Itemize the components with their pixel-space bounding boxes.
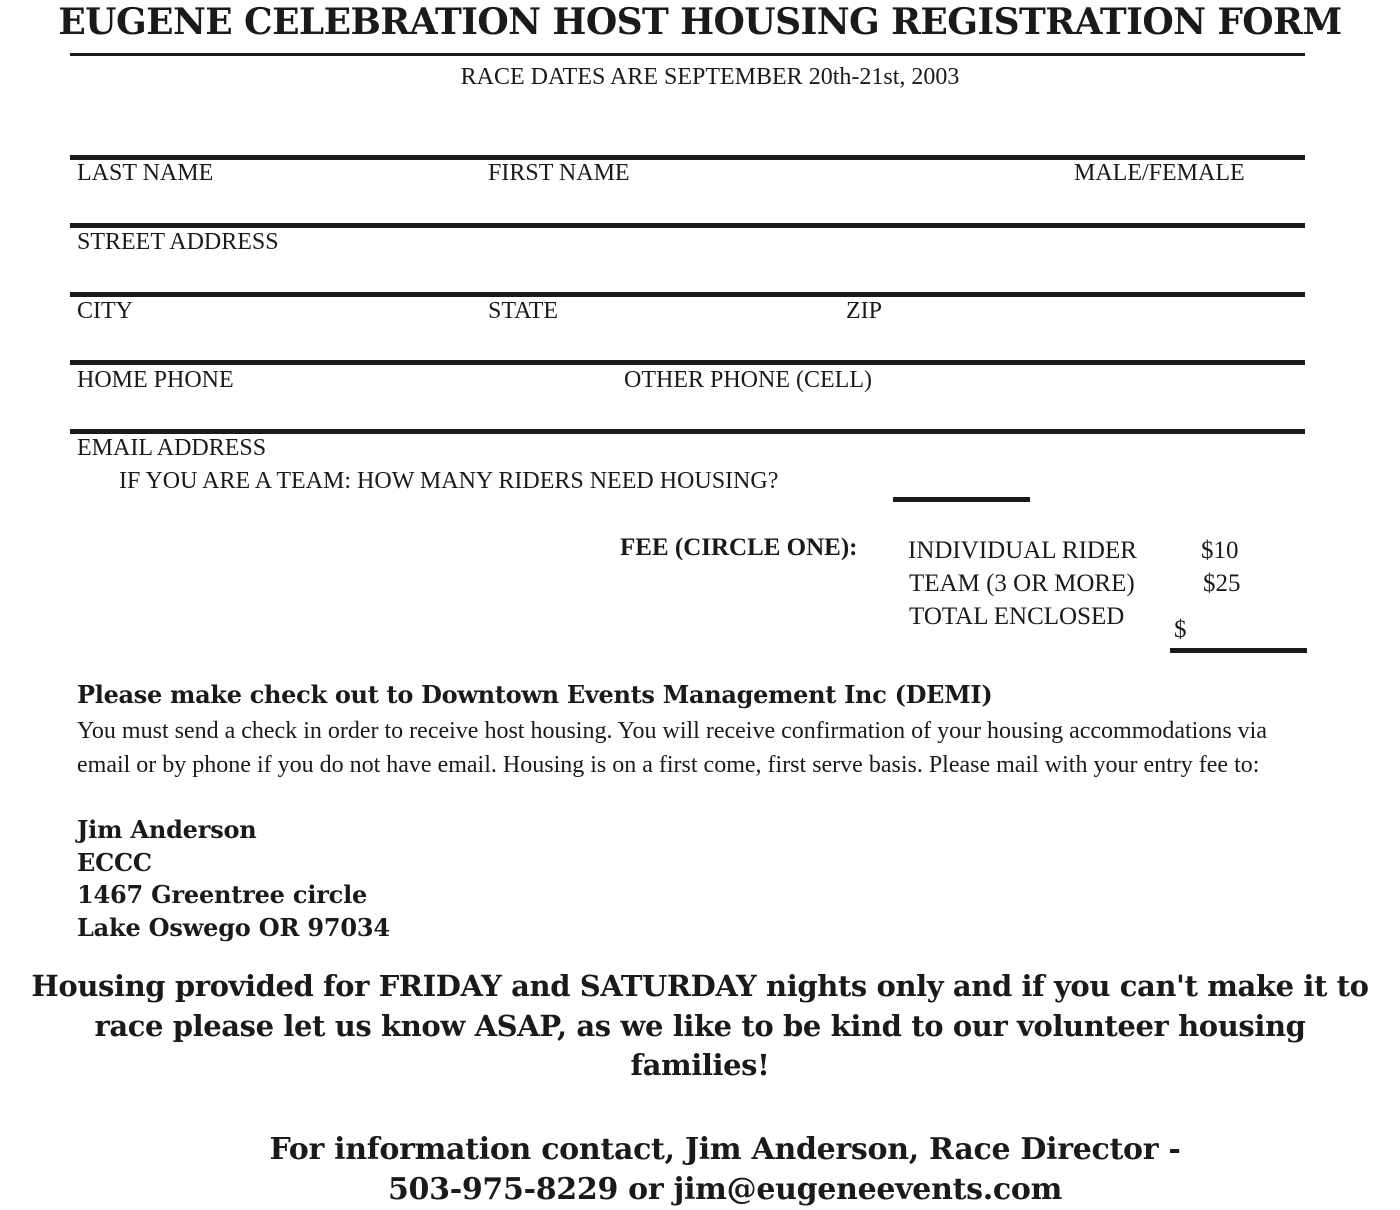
payment-heading: Please make check out to Downtown Events Management Inc (DEMI) xyxy=(77,680,993,709)
other-phone-label: OTHER PHONE (CELL) xyxy=(624,367,872,393)
first-name-label: FIRST NAME xyxy=(488,160,630,186)
last-name-label: LAST NAME xyxy=(77,160,214,186)
fee-individual-label: INDIVIDUAL RIDER xyxy=(908,537,1137,564)
contact-line-1: For information contact, Jim Anderson, Race Director - xyxy=(269,1132,1181,1167)
home-phone-label: HOME PHONE xyxy=(77,367,234,393)
title-underline xyxy=(70,53,1305,56)
address-org: ECCC xyxy=(77,847,152,877)
payment-paragraph: You must send a check in order to receive host housing. You will receive confirmation of your housing accommodations via email or by phone if you do not have email. Housing is on a first come, first serve basis. Please mail with your entry fee to: xyxy=(77,718,1268,778)
fee-title: FEE (CIRCLE ONE): xyxy=(620,534,858,561)
address-city-state-zip: Lake Oswego OR 97034 xyxy=(77,912,390,942)
city-label: CITY xyxy=(77,298,133,324)
zip-label: ZIP xyxy=(846,298,882,324)
email-label: EMAIL ADDRESS xyxy=(77,435,267,461)
fee-total-currency: $ xyxy=(1174,616,1187,643)
fee-team-label: TEAM (3 OR MORE) xyxy=(909,570,1135,597)
field-rule-city xyxy=(70,292,1305,297)
race-dates: RACE DATES ARE SEPTEMBER 20th-21st, 2003 xyxy=(460,64,960,90)
state-label: STATE xyxy=(488,298,559,324)
housing-notice: Housing provided for FRIDAY and SATURDAY nights only and if you can't make it to race please let us know ASAP, as we like to be kind to our volunteer housing families! xyxy=(31,969,1369,1082)
gender-label: MALE/FEMALE xyxy=(1074,160,1245,186)
fee-team-price: $25 xyxy=(1203,570,1241,597)
street-address-label: STREET ADDRESS xyxy=(77,229,279,255)
address-street: 1467 Greentree circle xyxy=(77,880,368,909)
mailing-address xyxy=(77,814,390,944)
contact-info xyxy=(30,1130,1400,1210)
fee-total-label: TOTAL ENCLOSED xyxy=(909,603,1125,630)
fee-individual-price: $10 xyxy=(1201,537,1239,564)
team-question: IF YOU ARE A TEAM: HOW MANY RIDERS NEED HOUSING? xyxy=(119,468,779,494)
address-name: Jim Anderson xyxy=(77,815,257,844)
form-title: EUGENE CELEBRATION HOST HOUSING REGISTRATION FORM xyxy=(58,1,1342,43)
total-enclosed-blank xyxy=(1170,648,1307,653)
team-riders-blank xyxy=(893,497,1030,502)
contact-line-2: 503-975-8229 or jim@eugeneevents.com xyxy=(387,1172,1063,1207)
